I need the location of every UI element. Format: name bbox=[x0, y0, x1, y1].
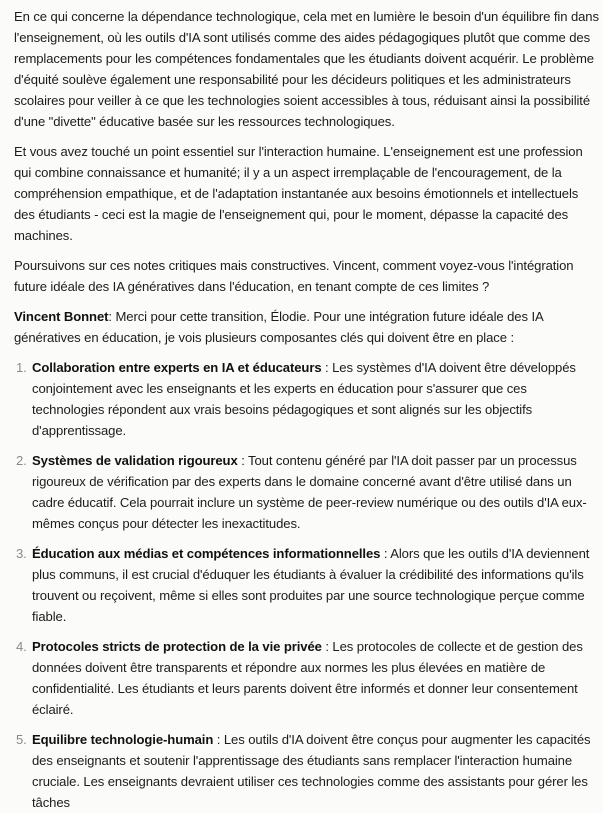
speaker-paragraph bbox=[14, 306, 599, 348]
list-item-text: : Tout contenu généré par l'IA doit passer par un processus rigoureux de vérification par des experts dans le domaine concerné avant d'être utilisé dans un cadre éducatif. Cela pourrait inclure un système de peer-review numérique ou des outils d'IA eux-mêmes conçus pour détecter les inexactitudes. bbox=[32, 453, 587, 531]
paragraph: En ce qui concerne la dépendance technologique, cela met en lumière le besoin d'un équilibre fin dans l'enseignement, où les outils d'IA sont utilisés comme des aides pédagogiques plutôt que comme des remplacements pour les compétences fondamentales que les étudiants doivent acquérir. Le problème d'équité soulève également une responsabilité pour les décideurs politiques et les administrateurs scolaires pour veiller à ce que les technologies soient accessibles à tous, réduisant ainsi la possibilité d'une "divette" éducative basée sur les ressources technologiques. bbox=[14, 9, 599, 129]
speaker-text: : Merci pour cette transition, Élodie. Pour une intégration future idéale des IA génératives en éducation, je vois plusieurs composantes clés qui doivent être en place : bbox=[14, 309, 543, 345]
list-number: 3. bbox=[16, 546, 27, 561]
speaker-name: Vincent Bonnet bbox=[14, 309, 109, 324]
list-number: 2. bbox=[16, 453, 27, 468]
list-number: 5. bbox=[16, 732, 27, 747]
list-item bbox=[16, 450, 599, 534]
list-item-title: Protocoles stricts de protection de la vie privée bbox=[32, 639, 322, 654]
paragraph: Et vous avez touché un point essentiel sur l'interaction humaine. L'enseignement est une profession qui combine connaissance et humanité; il y a un aspect irremplaçable de l'encouragement, de la compréhension empathique, et de l'adaptation instantanée aux besoins émotionnels et intellectuels des étudiants - ceci est la magie de l'enseignement qui, pour le moment, dépasse la capacité des machines. bbox=[14, 144, 583, 243]
paragraph: Poursuivons sur ces notes critiques mais constructives. Vincent, comment voyez-vous l'intégration future idéale des IA génératives dans l'éducation, en tenant compte de ces limites ? bbox=[14, 258, 574, 294]
list-item-text: : Les systèmes d'IA doivent être développés conjointement avec les enseignants et les experts en éducation pour s'assurer que ces technologies répondent aux vrais besoins pédagogiques et sont alignés sur les objectifs d'apprentissage. bbox=[32, 360, 576, 438]
list-number: 4. bbox=[16, 639, 27, 654]
list-item bbox=[16, 636, 599, 720]
list-item-text: : Les protocoles de collecte et de gestion des données doivent être transparents et répondre aux normes les plus élevées en matière de confidentialité. Les étudiants et leurs parents doivent être informés et donner leur consentement éclairé. bbox=[32, 639, 583, 717]
list-item bbox=[16, 543, 599, 627]
list-item-title: Collaboration entre experts en IA et éducateurs bbox=[32, 360, 322, 375]
list-item bbox=[16, 357, 599, 441]
list-item-text: : Les outils d'IA doivent être conçus pour augmenter les capacités des enseignants et soutenir l'apprentissage des étudiants sans remplacer l'interaction humaine cruciale. Les enseignants devraient utiliser ces technologies comme des assistants pour gérer les tâches bbox=[32, 732, 591, 810]
list-number: 1. bbox=[16, 360, 27, 375]
list-item-title: Systèmes de validation rigoureux bbox=[32, 453, 238, 468]
list-item bbox=[16, 729, 599, 813]
list-item-title: Equilibre technologie-humain bbox=[32, 732, 214, 747]
list-item-text: : Alors que les outils d'IA deviennent plus communs, il est crucial d'éduquer les étudiants à évaluer la crédibilité des informations qu'ils trouvent ou reçoivent, même si elles sont produites par une source technologique perçue comme fiable. bbox=[32, 546, 590, 624]
list-item-title: Éducation aux médias et compétences informationnelles bbox=[32, 546, 381, 561]
numbered-list bbox=[14, 357, 599, 813]
